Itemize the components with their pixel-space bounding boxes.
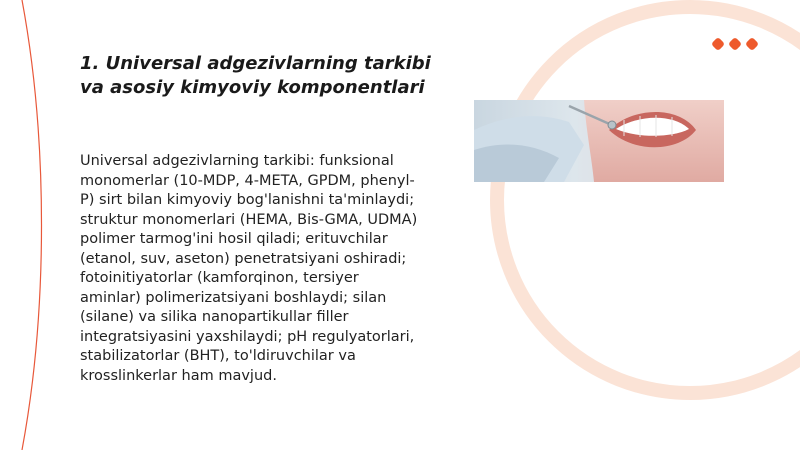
left-accent-curve [22,0,42,450]
dot-icon [745,37,759,51]
dot-icon [711,37,725,51]
three-dots-icon [713,39,757,49]
dot-icon [728,37,742,51]
slide-body-text: Universal adgezivlarning tarkibi: funksional monomerlar (10-MDP, 4-META, GPDM, phenyl-P) sirt bilan kimyoviy bog'lanishni ta'minlaydi; struktur monomerlari (HEMA, Bis-GMA, UDMA) polimer tarmog'ini hosil qiladi; erituvchilar (etanol, suv, aseton) penetratsiyani oshiradi; fotoinitiyatorlar (kamforqinon, tersiyer aminlar) polimerizatsiyani boshlaydi; silan (silane) va silika nanopartikullar filler integratsiyasini yaxshilaydi; pH regulyatorlari, stabilizatorlar (BHT), to'ldiruvchilar va krosslinkerlar ham mavjud. [80,153,418,384]
dental-photo [474,100,724,182]
background-ring [497,7,800,393]
slide-title: 1. Universal adgezivlarning tarkibi va asosiy kimyoviy komponentlari [80,53,431,98]
